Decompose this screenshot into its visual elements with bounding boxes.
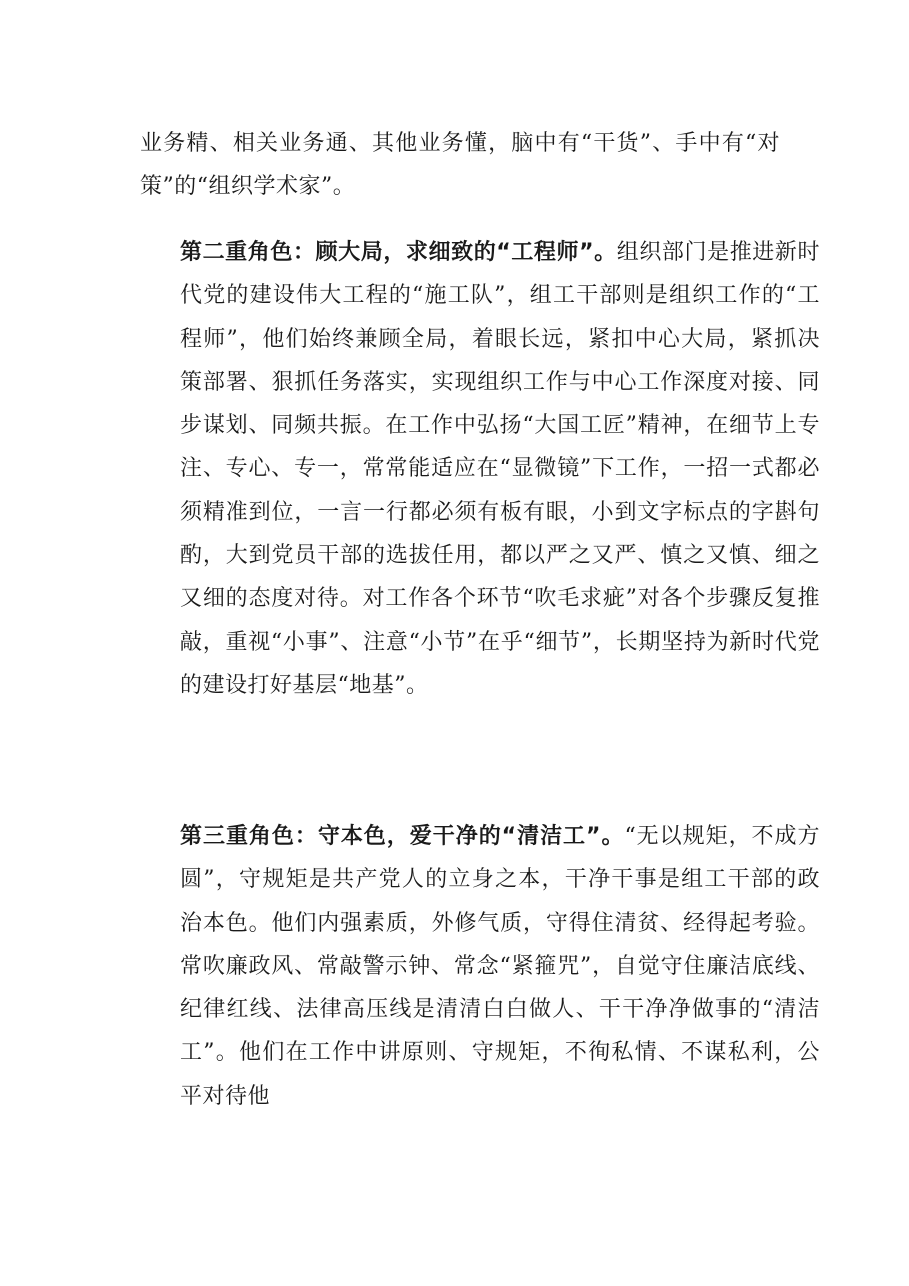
paragraph-2-body: 组织部门是推进新时代党的建设伟大工程的“施工队”，组工干部则是组织工作的“工程师”，他们始终兼顾全局，着眼长远，紧扣中心大局，紧抓决策部署、狠抓任务落实，实现组织工作与中心工作深度对接、同步谋划、同频共振。在工作中弘扬“大国工匠”精神，在细节上专注、专心、专一，常常能适应在“显微镜”下工作，一招一式都必须精准到位，一言一行都必须有板有眼，小到文字标点的字斟句酌，大到党员干部的选拔任用，都以严之又严、慎之又慎、细之又细的态度对待。对工作各个环节“吹毛求疵”对各个步骤反复推敲，重视“小事”、注意“小节”在乎“细节”，长期坚持为新时代党的建设打好基层“地基”。 xyxy=(180,240,820,698)
paragraph-3-body: “无以规矩，不成方圆”，守规矩是共产党人的立身之本，干净干事是组工干部的政治本色。他们内强素质，外修气质，守得住清贫、经得起考验。常吹廉政风、常敲警示钟、常念“紧箍咒”，自觉守住廉洁底线、纪律红线、法律高压线是清清白白做人、干干净净做事的“清洁工”。他们在工作中讲原则、守规矩，不徇私情、不谋私利，公平对待他 xyxy=(180,824,821,1109)
paragraph-1 xyxy=(140,122,780,209)
paragraph-3-heading: 第三重角色：守本色，爱干净的“清洁工”。 xyxy=(180,824,625,849)
paragraph-3 xyxy=(140,815,820,1118)
paragraph-2-heading: 第二重角色：顾大局，求细致的“工程师”。 xyxy=(180,240,617,265)
paragraph-1-body: 业务精、相关业务通、其他业务懂，脑中有“干货”、手中有“对策”的“组织学术家”。 xyxy=(140,131,780,200)
paragraph-2 xyxy=(140,231,820,707)
